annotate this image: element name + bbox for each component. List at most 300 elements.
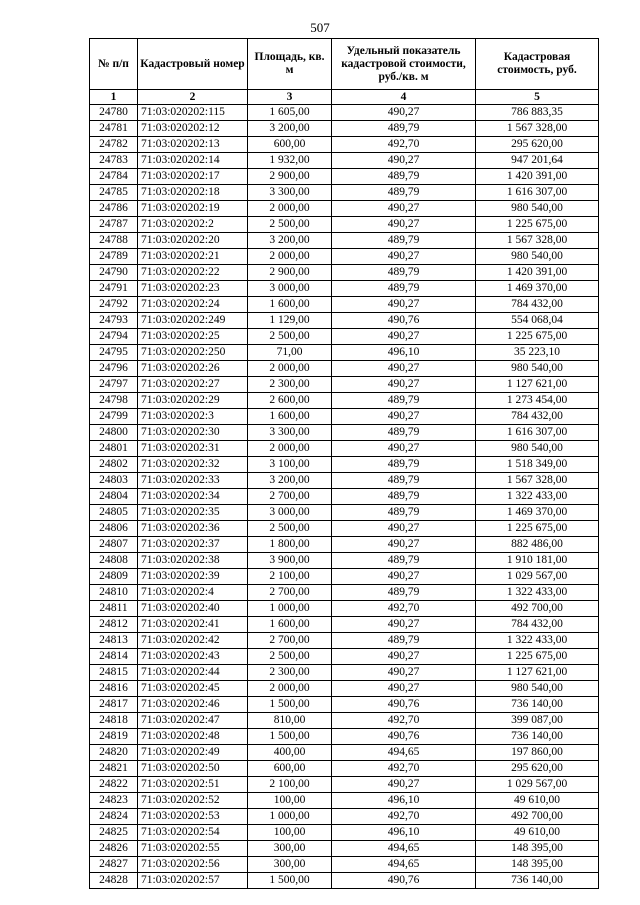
cadastral-number-cell: 71:03:020202:45 [138,681,248,697]
unit-value-cell: 496,10 [332,793,476,809]
unit-value-cell: 490,76 [332,873,476,889]
cadastral-value-cell: 492 700,00 [476,809,599,825]
unit-value-cell: 490,27 [332,297,476,313]
area-cell: 1 000,00 [248,809,332,825]
cadastral-value-cell: 1 469 370,00 [476,505,599,521]
unit-value-cell: 490,27 [332,649,476,665]
cadastral-value-cell: 784 432,00 [476,297,599,313]
row-index-cell: 24810 [90,585,138,601]
unit-value-cell: 490,27 [332,681,476,697]
cadastral-number-cell: 71:03:020202:32 [138,457,248,473]
row-index-cell: 24801 [90,441,138,457]
unit-value-cell: 489,79 [332,489,476,505]
unit-value-cell: 490,27 [332,441,476,457]
row-index-cell: 24811 [90,601,138,617]
cadastral-value-cell: 1 225 675,00 [476,521,599,537]
cadastral-value-cell: 295 620,00 [476,137,599,153]
cadastral-value-cell: 786 883,35 [476,105,599,121]
row-index-cell: 24826 [90,841,138,857]
row-index-cell: 24785 [90,185,138,201]
cadastral-value-cell: 1 225 675,00 [476,217,599,233]
column-number: 2 [138,90,248,105]
unit-value-cell: 489,79 [332,457,476,473]
unit-value-cell: 496,10 [332,345,476,361]
table-row [90,425,599,441]
header-row [90,39,599,90]
unit-value-cell: 492,70 [332,713,476,729]
area-cell: 1 800,00 [248,537,332,553]
cadastral-number-cell: 71:03:020202:17 [138,169,248,185]
cadastral-number-cell: 71:03:020202:53 [138,809,248,825]
row-index-cell: 24786 [90,201,138,217]
unit-value-cell: 489,79 [332,233,476,249]
cadastral-value-cell: 1 225 675,00 [476,329,599,345]
cadastral-value-cell: 1 322 433,00 [476,585,599,601]
table-row [90,729,599,745]
table-row [90,457,599,473]
cadastral-value-cell: 1 420 391,00 [476,265,599,281]
unit-value-cell: 494,65 [332,841,476,857]
table-row [90,201,599,217]
row-index-cell: 24820 [90,745,138,761]
row-index-cell: 24824 [90,809,138,825]
unit-value-cell: 492,70 [332,137,476,153]
row-index-cell: 24780 [90,105,138,121]
area-cell: 1 129,00 [248,313,332,329]
unit-value-cell: 494,65 [332,857,476,873]
row-index-cell: 24788 [90,233,138,249]
area-cell: 2 100,00 [248,569,332,585]
area-cell: 2 300,00 [248,377,332,393]
cadastral-number-cell: 71:03:020202:46 [138,697,248,713]
column-number: 5 [476,90,599,105]
unit-value-cell: 489,79 [332,185,476,201]
unit-value-cell: 490,27 [332,409,476,425]
cadastral-number-cell: 71:03:020202:27 [138,377,248,393]
unit-value-cell: 496,10 [332,825,476,841]
area-cell: 2 500,00 [248,329,332,345]
area-cell: 1 000,00 [248,601,332,617]
row-index-cell: 24802 [90,457,138,473]
table-row [90,441,599,457]
table-row [90,409,599,425]
unit-value-cell: 490,27 [332,617,476,633]
unit-value-cell: 489,79 [332,265,476,281]
header-index: № п/п [90,39,138,90]
cadastral-number-cell: 71:03:020202:36 [138,521,248,537]
area-cell: 2 700,00 [248,585,332,601]
area-cell: 1 500,00 [248,729,332,745]
unit-value-cell: 490,27 [332,329,476,345]
area-cell: 600,00 [248,761,332,777]
cadastral-value-cell: 736 140,00 [476,697,599,713]
area-cell: 300,00 [248,857,332,873]
area-cell: 3 200,00 [248,121,332,137]
row-index-cell: 24806 [90,521,138,537]
cadastral-number-cell: 71:03:020202:18 [138,185,248,201]
cadastral-number-cell: 71:03:020202:19 [138,201,248,217]
cadastral-number-cell: 71:03:020202:25 [138,329,248,345]
area-cell: 2 000,00 [248,249,332,265]
area-cell: 2 600,00 [248,393,332,409]
area-cell: 2 300,00 [248,665,332,681]
table-row [90,809,599,825]
cadastral-number-cell: 71:03:020202:51 [138,777,248,793]
table-row [90,585,599,601]
unit-value-cell: 492,70 [332,601,476,617]
unit-value-cell: 489,79 [332,121,476,137]
cadastral-number-cell: 71:03:020202:44 [138,665,248,681]
area-cell: 3 000,00 [248,505,332,521]
row-index-cell: 24814 [90,649,138,665]
table-row [90,617,599,633]
table-row [90,569,599,585]
cadastral-number-cell: 71:03:020202:30 [138,425,248,441]
cadastral-value-cell: 1 420 391,00 [476,169,599,185]
page-number: 507 [310,20,330,35]
cadastral-number-cell: 71:03:020202:250 [138,345,248,361]
cadastral-value-cell: 1 225 675,00 [476,649,599,665]
area-cell: 1 600,00 [248,409,332,425]
cadastral-number-cell: 71:03:020202:13 [138,137,248,153]
cadastral-value-cell: 1 567 328,00 [476,121,599,137]
area-cell: 2 100,00 [248,777,332,793]
row-index-cell: 24816 [90,681,138,697]
table-row [90,185,599,201]
area-cell: 1 932,00 [248,153,332,169]
row-index-cell: 24823 [90,793,138,809]
area-cell: 1 500,00 [248,873,332,889]
table-row [90,521,599,537]
table-row [90,761,599,777]
cadastral-value-cell: 35 223,10 [476,345,599,361]
table-row [90,137,599,153]
cadastral-value-cell: 1 127 621,00 [476,665,599,681]
area-cell: 2 900,00 [248,265,332,281]
unit-value-cell: 490,27 [332,569,476,585]
cadastral-number-cell: 71:03:020202:22 [138,265,248,281]
row-index-cell: 24784 [90,169,138,185]
cadastral-value-cell: 295 620,00 [476,761,599,777]
unit-value-cell: 489,79 [332,393,476,409]
cadastral-value-table [89,38,599,889]
area-cell: 3 100,00 [248,457,332,473]
cadastral-number-cell: 71:03:020202:39 [138,569,248,585]
unit-value-cell: 490,76 [332,313,476,329]
unit-value-cell: 490,27 [332,153,476,169]
area-cell: 2 000,00 [248,441,332,457]
unit-value-cell: 490,27 [332,665,476,681]
area-cell: 2 500,00 [248,217,332,233]
row-index-cell: 24809 [90,569,138,585]
cadastral-number-cell: 71:03:020202:48 [138,729,248,745]
unit-value-cell: 490,27 [332,217,476,233]
table-row [90,393,599,409]
table-row [90,249,599,265]
table-row [90,313,599,329]
cadastral-number-cell: 71:03:020202:33 [138,473,248,489]
cadastral-number-cell: 71:03:020202:34 [138,489,248,505]
area-cell: 3 300,00 [248,185,332,201]
cadastral-value-cell: 784 432,00 [476,409,599,425]
area-cell: 810,00 [248,713,332,729]
cadastral-value-cell: 1 518 349,00 [476,457,599,473]
row-index-cell: 24803 [90,473,138,489]
area-cell: 3 200,00 [248,233,332,249]
cadastral-value-cell: 49 610,00 [476,825,599,841]
unit-value-cell: 490,27 [332,377,476,393]
cadastral-number-cell: 71:03:020202:35 [138,505,248,521]
table-row [90,233,599,249]
column-number: 4 [332,90,476,105]
area-cell: 2 500,00 [248,521,332,537]
unit-value-cell: 490,27 [332,249,476,265]
area-cell: 2 000,00 [248,361,332,377]
unit-value-cell: 490,27 [332,361,476,377]
row-index-cell: 24798 [90,393,138,409]
cadastral-number-cell: 71:03:020202:249 [138,313,248,329]
table-row [90,169,599,185]
cadastral-number-cell: 71:03:020202:21 [138,249,248,265]
header-cadastral-value: Кадастровая стоимость, руб. [476,39,599,90]
cadastral-value-cell: 1 127 621,00 [476,377,599,393]
row-index-cell: 24796 [90,361,138,377]
table-row [90,553,599,569]
row-index-cell: 24790 [90,265,138,281]
cadastral-value-cell: 1 029 567,00 [476,569,599,585]
cadastral-number-cell: 71:03:020202:55 [138,841,248,857]
unit-value-cell: 489,79 [332,281,476,297]
row-index-cell: 24807 [90,537,138,553]
table-row [90,697,599,713]
row-index-cell: 24821 [90,761,138,777]
table-row [90,745,599,761]
unit-value-cell: 489,79 [332,633,476,649]
cadastral-value-cell: 980 540,00 [476,681,599,697]
unit-value-cell: 490,27 [332,105,476,121]
cadastral-value-cell: 1 322 433,00 [476,633,599,649]
cadastral-number-cell: 71:03:020202:29 [138,393,248,409]
cadastral-number-cell: 71:03:020202:47 [138,713,248,729]
cadastral-value-cell: 49 610,00 [476,793,599,809]
cadastral-number-cell: 71:03:020202:43 [138,649,248,665]
cadastral-value-cell: 980 540,00 [476,361,599,377]
row-index-cell: 24792 [90,297,138,313]
area-cell: 2 900,00 [248,169,332,185]
cadastral-number-cell: 71:03:020202:4 [138,585,248,601]
cadastral-number-cell: 71:03:020202:3 [138,409,248,425]
unit-value-cell: 492,70 [332,761,476,777]
cadastral-number-cell: 71:03:020202:115 [138,105,248,121]
cadastral-value-cell: 784 432,00 [476,617,599,633]
row-index-cell: 24818 [90,713,138,729]
area-cell: 400,00 [248,745,332,761]
cadastral-value-cell: 148 395,00 [476,857,599,873]
cadastral-number-cell: 71:03:020202:12 [138,121,248,137]
row-index-cell: 24799 [90,409,138,425]
cadastral-value-cell: 399 087,00 [476,713,599,729]
table-row [90,505,599,521]
table-row [90,841,599,857]
cadastral-value-cell: 554 068,04 [476,313,599,329]
unit-value-cell: 489,79 [332,425,476,441]
cadastral-value-cell: 980 540,00 [476,201,599,217]
cadastral-number-cell: 71:03:020202:50 [138,761,248,777]
cadastral-value-cell: 882 486,00 [476,537,599,553]
table-row [90,777,599,793]
row-index-cell: 24812 [90,617,138,633]
table-row [90,537,599,553]
cadastral-value-cell: 492 700,00 [476,601,599,617]
table-row [90,281,599,297]
cadastral-value-cell: 1 567 328,00 [476,233,599,249]
table-row [90,153,599,169]
unit-value-cell: 489,79 [332,585,476,601]
column-number-row [90,90,599,105]
table-row [90,473,599,489]
unit-value-cell: 489,79 [332,473,476,489]
row-index-cell: 24825 [90,825,138,841]
table-row [90,489,599,505]
cadastral-value-cell: 736 140,00 [476,729,599,745]
unit-value-cell: 489,79 [332,505,476,521]
area-cell: 100,00 [248,825,332,841]
table-row [90,601,599,617]
cadastral-number-cell: 71:03:020202:40 [138,601,248,617]
unit-value-cell: 490,27 [332,201,476,217]
table-row [90,873,599,889]
column-number: 1 [90,90,138,105]
area-cell: 3 900,00 [248,553,332,569]
table-row [90,105,599,121]
area-cell: 1 600,00 [248,297,332,313]
table-row [90,217,599,233]
row-index-cell: 24782 [90,137,138,153]
unit-value-cell: 490,76 [332,697,476,713]
row-index-cell: 24781 [90,121,138,137]
row-index-cell: 24813 [90,633,138,649]
cadastral-value-cell: 1 616 307,00 [476,185,599,201]
cadastral-number-cell: 71:03:020202:23 [138,281,248,297]
cadastral-number-cell: 71:03:020202:2 [138,217,248,233]
area-cell: 2 000,00 [248,681,332,697]
unit-value-cell: 492,70 [332,809,476,825]
cadastral-number-cell: 71:03:020202:42 [138,633,248,649]
cadastral-value-cell: 197 860,00 [476,745,599,761]
cadastral-number-cell: 71:03:020202:31 [138,441,248,457]
unit-value-cell: 489,79 [332,553,476,569]
cadastral-number-cell: 71:03:020202:41 [138,617,248,633]
unit-value-cell: 489,79 [332,169,476,185]
row-index-cell: 24828 [90,873,138,889]
cadastral-value-cell: 1 469 370,00 [476,281,599,297]
cadastral-value-cell: 1 616 307,00 [476,425,599,441]
table-row [90,825,599,841]
cadastral-number-cell: 71:03:020202:24 [138,297,248,313]
cadastral-number-cell: 71:03:020202:52 [138,793,248,809]
cadastral-number-cell: 71:03:020202:14 [138,153,248,169]
cadastral-number-cell: 71:03:020202:37 [138,537,248,553]
cadastral-value-cell: 1 567 328,00 [476,473,599,489]
cadastral-value-cell: 1 322 433,00 [476,489,599,505]
unit-value-cell: 490,27 [332,777,476,793]
table-row [90,633,599,649]
table-row [90,665,599,681]
header-area: Площадь, кв. м [248,39,332,90]
row-index-cell: 24794 [90,329,138,345]
cadastral-number-cell: 71:03:020202:20 [138,233,248,249]
area-cell: 71,00 [248,345,332,361]
table-row [90,265,599,281]
unit-value-cell: 490,76 [332,729,476,745]
area-cell: 1 605,00 [248,105,332,121]
table-body [90,105,599,889]
row-index-cell: 24822 [90,777,138,793]
table-row [90,297,599,313]
row-index-cell: 24805 [90,505,138,521]
cadastral-number-cell: 71:03:020202:56 [138,857,248,873]
cadastral-value-cell: 1 273 454,00 [476,393,599,409]
area-cell: 300,00 [248,841,332,857]
row-index-cell: 24795 [90,345,138,361]
area-cell: 2 700,00 [248,489,332,505]
cadastral-number-cell: 71:03:020202:26 [138,361,248,377]
row-index-cell: 24791 [90,281,138,297]
table-row [90,361,599,377]
area-cell: 100,00 [248,793,332,809]
cadastral-number-cell: 71:03:020202:54 [138,825,248,841]
area-cell: 2 700,00 [248,633,332,649]
header-cadastral-number: Кадастровый номер [138,39,248,90]
cadastral-value-cell: 947 201,64 [476,153,599,169]
area-cell: 3 300,00 [248,425,332,441]
row-index-cell: 24800 [90,425,138,441]
header-unit-value: Удельный показатель кадастровой стоимости, руб./кв. м [332,39,476,90]
table-row [90,649,599,665]
row-index-cell: 24808 [90,553,138,569]
cadastral-number-cell: 71:03:020202:38 [138,553,248,569]
table-row [90,681,599,697]
row-index-cell: 24793 [90,313,138,329]
area-cell: 2 000,00 [248,201,332,217]
cadastral-value-cell: 1 029 567,00 [476,777,599,793]
area-cell: 1 600,00 [248,617,332,633]
unit-value-cell: 490,27 [332,521,476,537]
table-row [90,793,599,809]
area-cell: 2 500,00 [248,649,332,665]
area-cell: 600,00 [248,137,332,153]
row-index-cell: 24789 [90,249,138,265]
row-index-cell: 24797 [90,377,138,393]
cadastral-value-cell: 148 395,00 [476,841,599,857]
area-cell: 3 000,00 [248,281,332,297]
cadastral-value-cell: 980 540,00 [476,441,599,457]
table-row [90,377,599,393]
row-index-cell: 24804 [90,489,138,505]
table-row [90,329,599,345]
row-index-cell: 24815 [90,665,138,681]
row-index-cell: 24817 [90,697,138,713]
area-cell: 3 200,00 [248,473,332,489]
table-row [90,713,599,729]
cadastral-value-cell: 980 540,00 [476,249,599,265]
column-number: 3 [248,90,332,105]
unit-value-cell: 494,65 [332,745,476,761]
table-row [90,121,599,137]
area-cell: 1 500,00 [248,697,332,713]
row-index-cell: 24819 [90,729,138,745]
cadastral-number-cell: 71:03:020202:49 [138,745,248,761]
